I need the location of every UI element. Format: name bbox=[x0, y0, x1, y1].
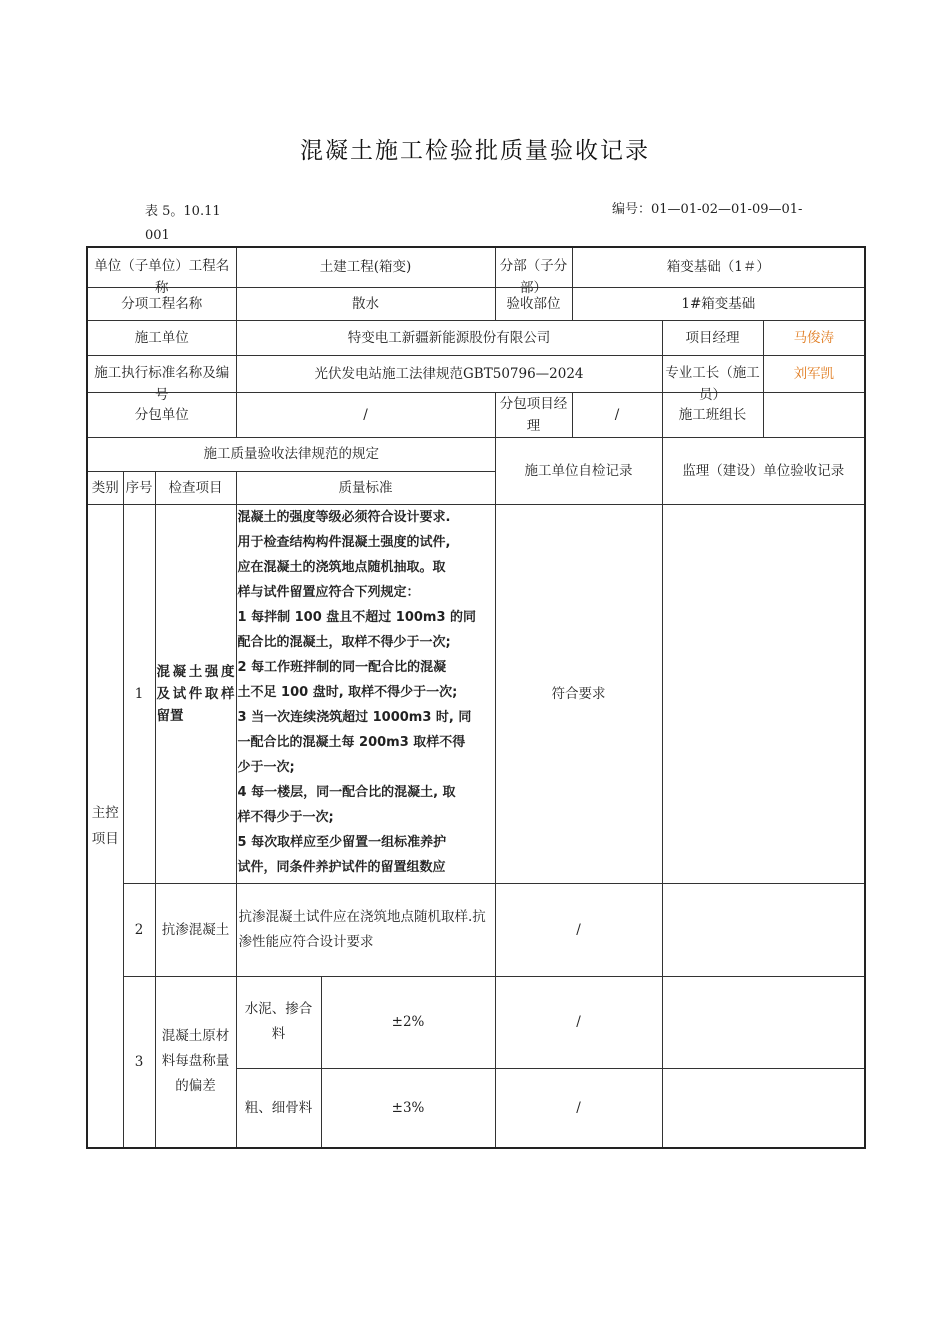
row3b-material: 粗、细骨料 bbox=[236, 1068, 321, 1148]
pm-value: 马俊涛 bbox=[763, 320, 865, 355]
category-header: 类别 bbox=[87, 471, 123, 504]
contractor-label: 施工单位 bbox=[87, 320, 236, 355]
standard-label-cell bbox=[87, 355, 236, 403]
seq-header: 序号 bbox=[123, 471, 155, 504]
row2-self-check: / bbox=[495, 883, 662, 976]
row3b-self-check: / bbox=[495, 1068, 662, 1148]
row1-standard bbox=[236, 504, 495, 883]
foreman-label-cell bbox=[662, 355, 763, 403]
row1-standard-line: 用于检查结构构件混凝土强度的试件, bbox=[237, 534, 451, 550]
regulation-header: 施工质量验收法律规范的规定 bbox=[87, 437, 495, 471]
table-row bbox=[87, 287, 865, 320]
sub-pm-label: 分包项目经理 bbox=[495, 392, 572, 437]
table-row bbox=[87, 976, 865, 1068]
sub-pm-value: / bbox=[572, 392, 662, 437]
row3-seq: 3 bbox=[123, 976, 155, 1148]
self-check-header: 施工单位自检记录 bbox=[495, 437, 662, 504]
acceptance-part-value: 1#箱变基础 bbox=[572, 287, 865, 320]
check-item-header: 检查项目 bbox=[155, 471, 236, 504]
row1-standard-line: 3 当一次连续浇筑超过 1000m3 时, 同 bbox=[237, 709, 472, 725]
row3a-supervision bbox=[662, 976, 865, 1068]
unit-label: 单位（子单位）工程名称 bbox=[94, 258, 230, 297]
row1-supervision bbox=[662, 504, 865, 883]
table-number: 表 5。10.11 001 bbox=[145, 204, 221, 243]
row1-standard-line: 少于一次; bbox=[237, 759, 295, 775]
row1-standard-line: 混凝土的强度等级必须符合设计要求. bbox=[237, 509, 451, 525]
table-row bbox=[87, 504, 865, 883]
team-leader-label: 施工班组长 bbox=[662, 392, 763, 437]
sub-item-value: 散水 bbox=[236, 287, 495, 320]
category-main bbox=[87, 504, 123, 1148]
row2-standard: 抗渗混凝土试件应在浇筑地点随机取样.抗渗性能应符合设计要求 bbox=[236, 883, 495, 976]
row1-standard-line: 应在混凝土的浇筑地点随机抽取。取 bbox=[237, 559, 446, 575]
foreman-value: 刘军凯 bbox=[763, 355, 865, 392]
subcontractor-value: / bbox=[236, 392, 495, 437]
row1-standard-line: 2 每工作班拌制的同一配合比的混凝 bbox=[237, 659, 447, 675]
row1-standard-line: 土不足 100 盘时, 取样不得少于一次; bbox=[237, 684, 458, 700]
row2-seq: 2 bbox=[123, 883, 155, 976]
unit-value: 土建工程(箱变) bbox=[236, 247, 495, 287]
table-row bbox=[87, 437, 865, 471]
row1-standard-line: 4 每一楼层，同一配合比的混凝土, 取 bbox=[237, 784, 456, 800]
row3b-supervision bbox=[662, 1068, 865, 1148]
row1-seq: 1 bbox=[123, 504, 155, 883]
sub-item-label: 分项工程名称 bbox=[87, 287, 236, 320]
standard-label: 施工执行标准名称及编号 bbox=[94, 364, 230, 403]
row3-item: 混凝土原材料每盘称量的偏差 bbox=[155, 976, 236, 1148]
unit-label-cell bbox=[87, 247, 236, 297]
row1-standard-line: 试件，同条件养护试件的留置组数应 bbox=[237, 859, 446, 875]
table-row bbox=[87, 392, 865, 437]
row3b-tolerance: ±3% bbox=[321, 1068, 495, 1148]
acceptance-record-table bbox=[86, 246, 866, 1149]
table-row bbox=[87, 355, 865, 392]
row3a-material: 水泥、掺合料 bbox=[236, 976, 321, 1068]
table-row bbox=[87, 320, 865, 355]
acceptance-part-label: 验收部位 bbox=[495, 287, 572, 320]
record-number: 编号：01—01-02—01-09—01- bbox=[612, 202, 803, 217]
table-row bbox=[87, 247, 865, 287]
row3a-tolerance: ±2% bbox=[321, 976, 495, 1068]
row1-standard-line: 1 每拌制 100 盘且不超过 100m3 的同 bbox=[237, 609, 477, 625]
division-label-cell bbox=[495, 247, 572, 297]
row1-standard-line: 5 每次取样应至少留置一组标准养护 bbox=[237, 834, 447, 850]
standard-value: 光伏发电站施工法律规范GBT50796—2024 bbox=[236, 355, 662, 392]
division-label: 分部（子分部） bbox=[499, 258, 568, 297]
row2-supervision bbox=[662, 883, 865, 976]
quality-standard-header: 质量标准 bbox=[236, 471, 495, 504]
pm-label: 项目经理 bbox=[662, 320, 763, 355]
row1-standard-line: 样与试件留置应符合下列规定： bbox=[237, 584, 420, 600]
row1-standard-line: 一配合比的混凝土每 200m3 取样不得 bbox=[237, 734, 466, 750]
subcontractor-label: 分包单位 bbox=[87, 392, 236, 437]
row1-self-check: 符合要求 bbox=[495, 504, 662, 883]
row1-standard-line: 样不得少于一次; bbox=[237, 809, 334, 825]
row3a-self-check: / bbox=[495, 976, 662, 1068]
contractor-value: 特变电工新疆新能源股份有限公司 bbox=[236, 320, 662, 355]
page-title: 混凝土施工检验批质量验收记录 bbox=[300, 138, 650, 164]
category-main-text: 主控项目 bbox=[91, 804, 119, 847]
team-leader-value bbox=[763, 392, 865, 437]
row1-standard-line: 配合比的混凝土，取样不得少于一次; bbox=[237, 634, 451, 650]
supervision-header: 监理（建设）单位验收记录 bbox=[662, 437, 865, 504]
row2-item: 抗渗混凝土 bbox=[155, 883, 236, 976]
row1-item: 混凝土强度及试件取样留置 bbox=[155, 504, 236, 883]
division-value: 箱变基础（1＃） bbox=[572, 247, 865, 287]
table-row bbox=[87, 883, 865, 976]
foreman-label: 专业工长（施工员） bbox=[665, 364, 760, 403]
